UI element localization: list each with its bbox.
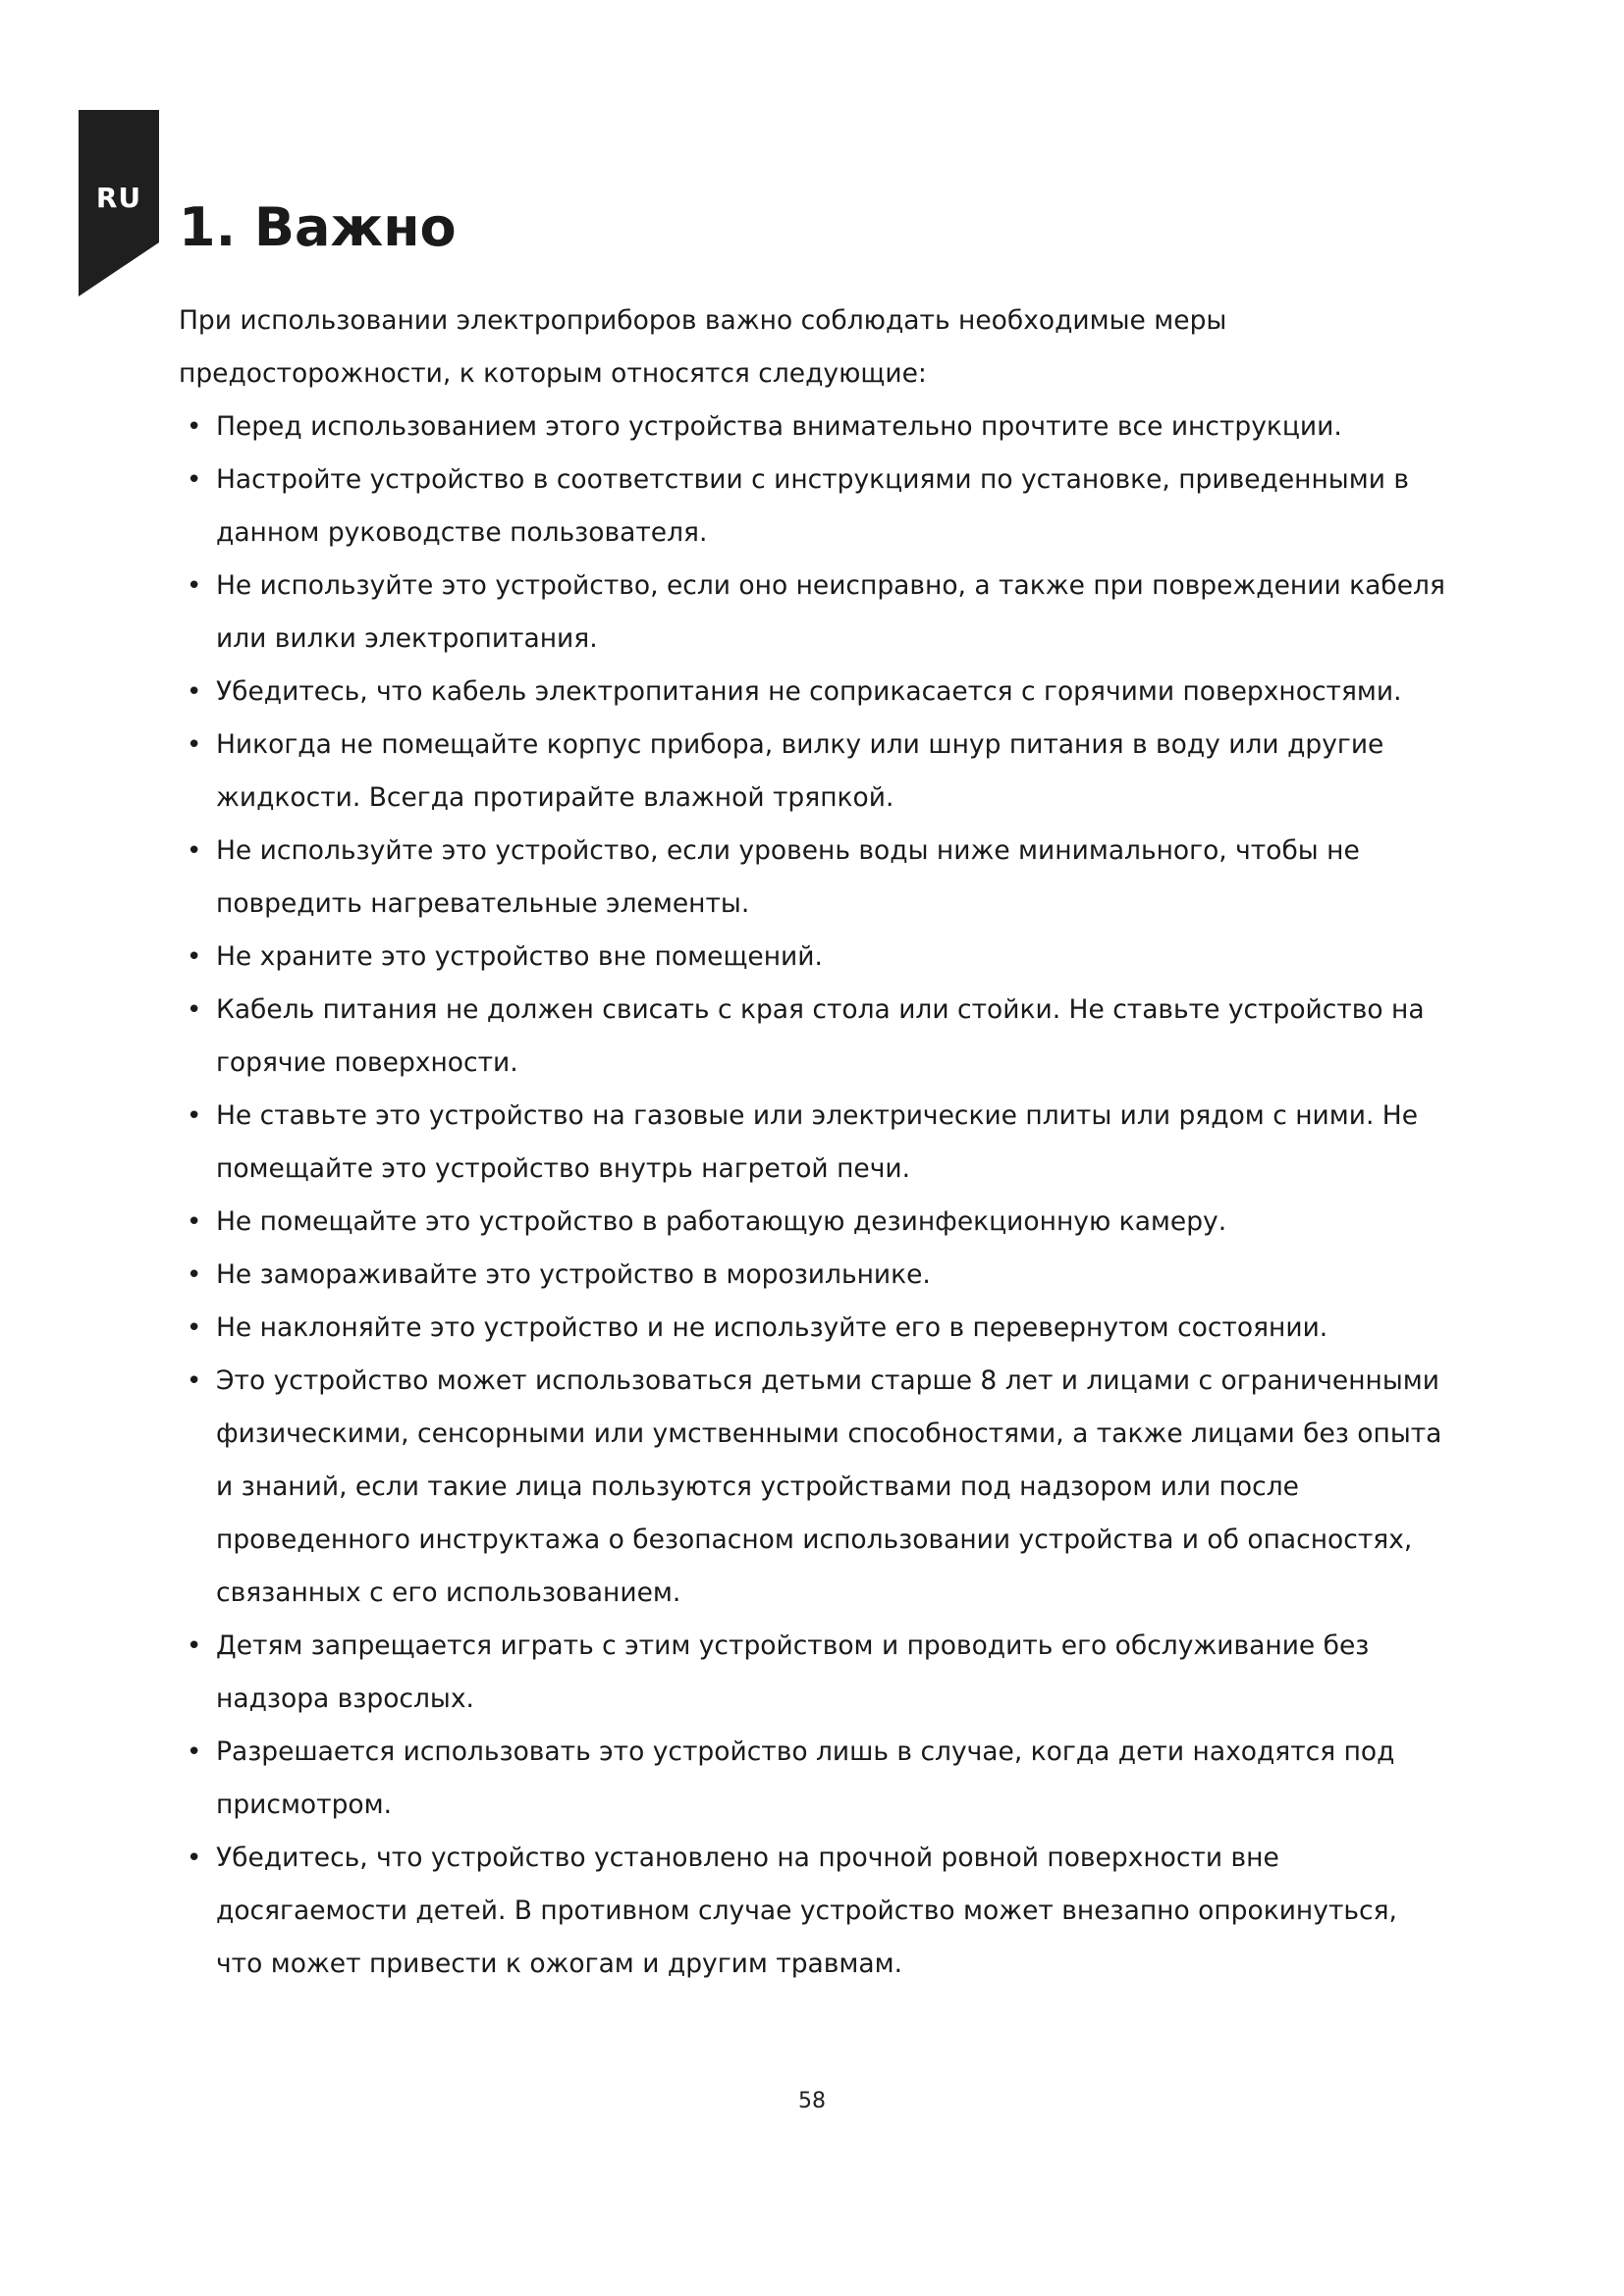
page-number: 58 <box>798 2089 826 2113</box>
list-item: • Не наклоняйте это устройство и не используйте его в перевернутом состоянии. <box>187 1302 1445 1355</box>
list-item: • Не ставьте это устройство на газовые или электрические плиты или рядом с ними. Не помещайте это устройство внутрь нагретой печи. <box>187 1090 1445 1196</box>
list-item: • Детям запрещается играть с этим устройством и проводить его обслуживание без надзора взрослых. <box>187 1620 1445 1726</box>
list-item: • Настройте устройство в соответствии с инструкциями по установке, приведенными в данном руководстве пользователя. <box>187 454 1445 560</box>
list-item: • Убедитесь, что устройство установлено на прочной ровной поверхности вне досягаемости детей. В противном случае устройство может внезапно опрокинуться, что может привести к ожогам и другим травмам. <box>187 1832 1445 1991</box>
list-item: • Перед использованием этого устройства внимательно прочтите все инструкции. <box>187 400 1445 454</box>
list-item: • Разрешается использовать это устройство лишь в случае, когда дети находятся под присмотром. <box>187 1726 1445 1832</box>
list-item: • Кабель питания не должен свисать с края стола или стойки. Не ставьте устройство на горячие поверхности. <box>187 984 1445 1090</box>
intro-paragraph: При использовании электроприборов важно соблюдать необходимые меры предосторожности, к которым относятся следующие: <box>179 305 1227 389</box>
safety-list <box>179 400 1445 1991</box>
list-item: • Это устройство может использоваться детьми старше 8 лет и лицами с ограниченными физическими, сенсорными или умственными способностями, а также лицами без опыта и знаний, если такие лица пользуются устройствами под надзором или после проведенного инструктажа о безопасном использовании устройства и об опасностях, связанных с его использованием. <box>187 1355 1445 1620</box>
content-body <box>179 294 1445 1991</box>
language-label: RU <box>95 182 142 214</box>
page-title: 1. Важно <box>179 196 457 258</box>
list-item: • Убедитесь, что кабель электропитания не соприкасается с горячими поверхностями. <box>187 666 1445 719</box>
list-item: • Не храните это устройство вне помещений. <box>187 931 1445 984</box>
list-item: • Не используйте это устройство, если уровень воды ниже минимального, чтобы не повредить нагревательные элементы. <box>187 825 1445 931</box>
list-item: • Не помещайте это устройство в работающую дезинфекционную камеру. <box>187 1196 1445 1249</box>
list-item: • Не замораживайте это устройство в морозильнике. <box>187 1249 1445 1302</box>
list-item: • Не используйте это устройство, если оно неисправно, а также при повреждении кабеля или вилки электропитания. <box>187 560 1445 666</box>
list-item: • Никогда не помещайте корпус прибора, вилку или шнур питания в воду или другие жидкости. Всегда протирайте влажной тряпкой. <box>187 719 1445 825</box>
